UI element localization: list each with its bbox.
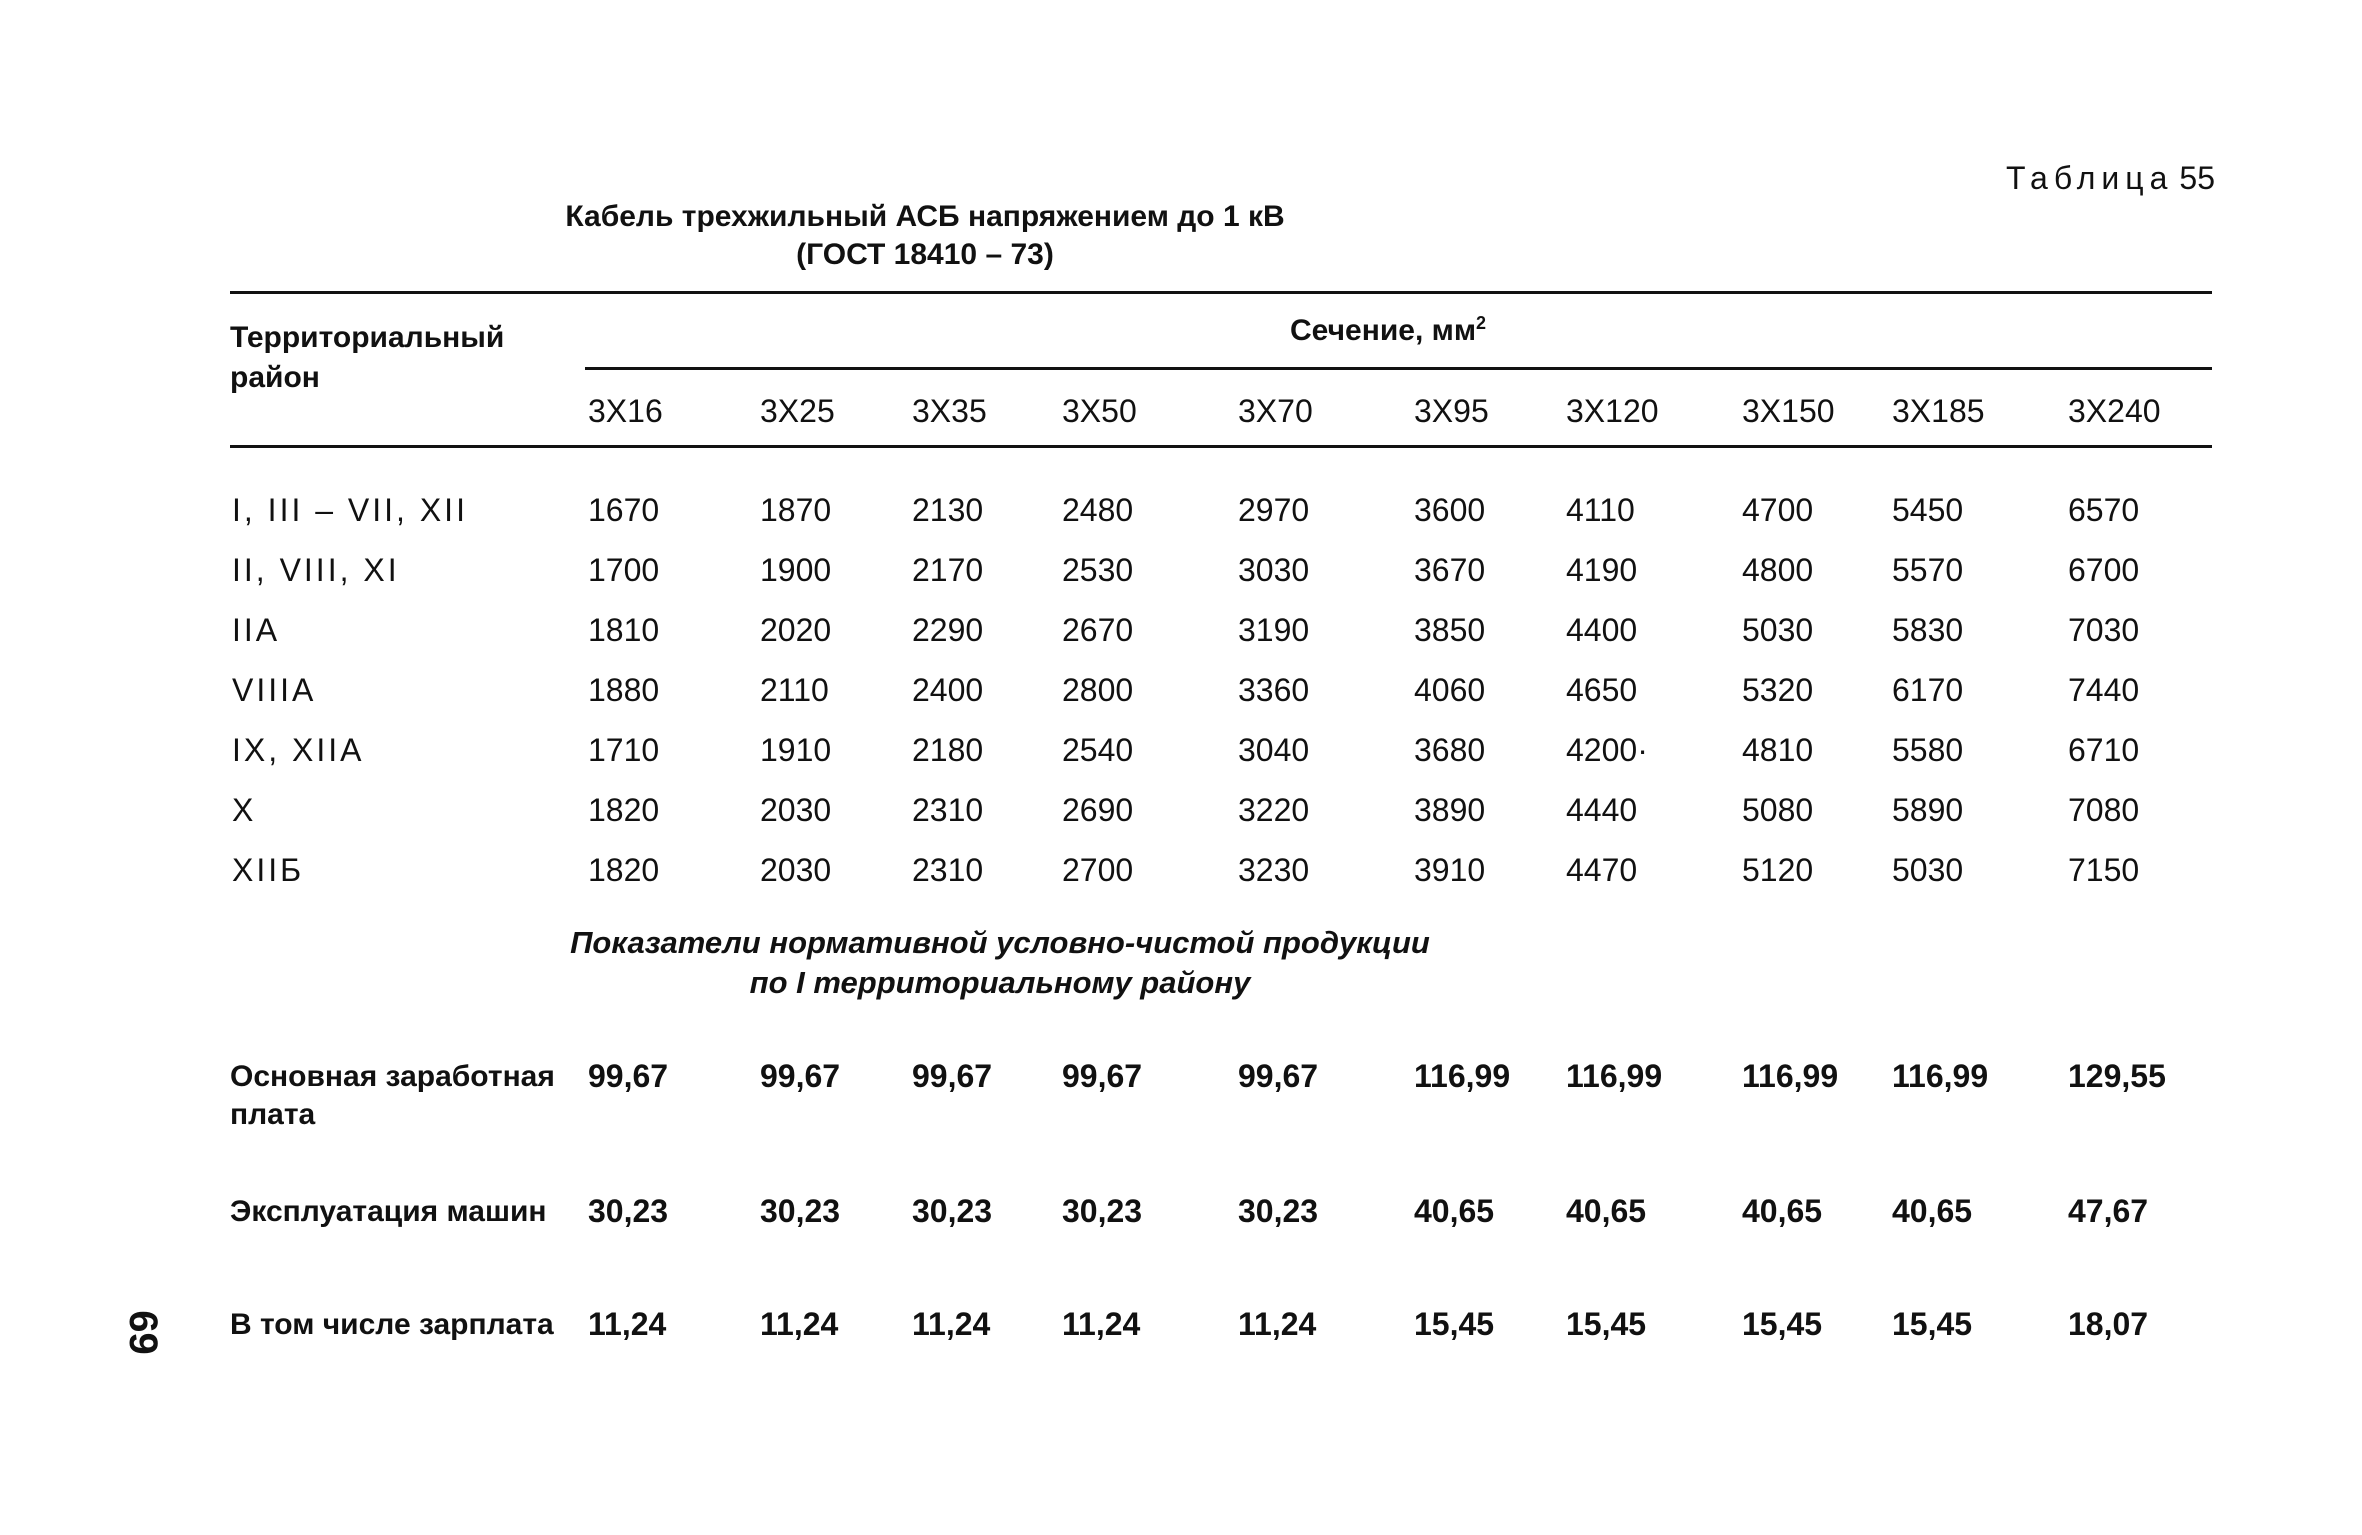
column-header: 3Х185: [1892, 393, 1985, 429]
table-cell: 4200·: [1566, 732, 1648, 768]
indicator-cell: 11,24: [912, 1306, 991, 1342]
table-cell: 5450: [1892, 492, 1964, 528]
table-cell: 4810: [1742, 732, 1814, 768]
column-header: 3Х70: [1238, 393, 1313, 429]
subtitle-line-1: Показатели нормативной условно-чистой продукции: [570, 925, 1430, 960]
indicator-cell: 15,45: [1414, 1306, 1495, 1342]
table-cell: 4440: [1566, 792, 1638, 828]
table-cell: 2110: [760, 672, 829, 708]
table-cell: 7080: [2068, 792, 2140, 828]
column-header: 3Х95: [1414, 393, 1489, 429]
table-cell: 2800: [1062, 672, 1134, 708]
header-district: Территориальный район: [230, 321, 505, 394]
table-cell: 3600: [1414, 492, 1486, 528]
table-cell: 3360: [1238, 672, 1310, 708]
table-cell: 2670: [1062, 612, 1134, 648]
table-cell: 5030: [1742, 612, 1814, 648]
table-cell: 2020: [760, 612, 832, 648]
table-rule-header: [585, 367, 2212, 370]
indicator-cell: 11,24: [1062, 1306, 1141, 1342]
table-cell: 4060: [1414, 672, 1486, 708]
indicator-cell: 47,67: [2068, 1193, 2149, 1229]
table-cell: 1900: [760, 552, 832, 588]
table-cell: 2030: [760, 852, 832, 888]
table-cell: 2290: [912, 612, 984, 648]
subtitle-line-2: по I территориальному району: [749, 965, 1251, 1000]
table-cell: 4110: [1566, 492, 1635, 528]
table-cell: 1820: [588, 852, 660, 888]
table-rule-top: [230, 291, 2212, 294]
indicator-cell: 116,99: [1566, 1058, 1663, 1094]
table-cell: 7030: [2068, 612, 2140, 648]
indicator-cell: 30,23: [1062, 1193, 1143, 1229]
table-cell: 6700: [2068, 552, 2140, 588]
table-cell: 3220: [1238, 792, 1310, 828]
row-label: VIIIA: [232, 672, 317, 708]
row-label: II, VIII, XI: [232, 552, 400, 588]
table-title-line-1: Кабель трехжильный АСБ напряжением до 1 кВ: [565, 200, 1285, 233]
table-cell: 4190: [1566, 552, 1638, 588]
table-cell: 2480: [1062, 492, 1134, 528]
indicator-cell: 40,65: [1742, 1193, 1823, 1229]
column-header: 3Х150: [1742, 393, 1835, 429]
indicator-cell: 99,67: [1062, 1058, 1143, 1094]
table-cell: 2030: [760, 792, 832, 828]
table-cell: 3230: [1238, 852, 1310, 888]
indicator-cell: 99,67: [588, 1058, 669, 1094]
table-cell: 5320: [1742, 672, 1814, 708]
indicator-cell: 30,23: [588, 1193, 669, 1229]
table-cell: 7150: [2068, 852, 2140, 888]
table-cell: 4470: [1566, 852, 1638, 888]
table-cell: 3850: [1414, 612, 1486, 648]
indicator-label: Эксплуатация машин: [230, 1195, 547, 1228]
row-label: I, III – VII, XII: [232, 492, 468, 528]
indicator-cell: 40,65: [1892, 1193, 1973, 1229]
indicator-cell: 116,99: [1892, 1058, 1989, 1094]
table-cell: 2180: [912, 732, 984, 768]
indicator-cell: 11,24: [760, 1306, 839, 1342]
table-cell: 1820: [588, 792, 660, 828]
column-header: 3Х16: [588, 393, 663, 429]
table-cell: 2310: [912, 852, 984, 888]
table-title-line-2: (ГОСТ 18410 – 73): [796, 238, 1054, 271]
column-header: 3Х50: [1062, 393, 1137, 429]
indicator-cell: 40,65: [1566, 1193, 1647, 1229]
header-section: Сечение, $мм^2$: [1290, 313, 1487, 347]
table-cell: 2970: [1238, 492, 1310, 528]
indicator-cell: 99,67: [912, 1058, 993, 1094]
table-cell: 3910: [1414, 852, 1486, 888]
indicator-cell: 99,67: [760, 1058, 841, 1094]
row-label: XIIБ: [232, 852, 305, 888]
table-cell: 2540: [1062, 732, 1134, 768]
table-cell: 5030: [1892, 852, 1964, 888]
page-number: 69: [120, 1310, 165, 1355]
column-header: 3Х25: [760, 393, 835, 429]
indicator-cell: 15,45: [1892, 1306, 1973, 1342]
table-cell: 5080: [1742, 792, 1814, 828]
indicator-cell: 30,23: [760, 1193, 841, 1229]
indicator-label: В том числе зарплата: [230, 1308, 554, 1341]
table-cell: 2170: [912, 552, 984, 588]
table-cell: 3030: [1238, 552, 1310, 588]
table-cell: 2690: [1062, 792, 1134, 828]
indicator-cell: 11,24: [1238, 1306, 1317, 1342]
indicator-cell: 30,23: [912, 1193, 993, 1229]
table-cell: 4700: [1742, 492, 1814, 528]
table-cell: 2530: [1062, 552, 1134, 588]
table-cell: 1910: [760, 732, 832, 768]
table-cell: 6710: [2068, 732, 2140, 768]
table-cell: 1880: [588, 672, 660, 708]
table-cell: 2130: [912, 492, 984, 528]
row-label: IX, XIIA: [232, 732, 365, 768]
table-cell: 3040: [1238, 732, 1310, 768]
indicator-cell: 11,24: [588, 1306, 667, 1342]
table-cell: 1710: [588, 732, 660, 768]
table-cell: 2700: [1062, 852, 1134, 888]
table-cell: 3890: [1414, 792, 1486, 828]
column-header: 3Х240: [2068, 393, 2161, 429]
table-cell: 6170: [1892, 672, 1964, 708]
table-cell: 5570: [1892, 552, 1964, 588]
table-cell: 7440: [2068, 672, 2140, 708]
indicator-cell: 116,99: [1414, 1058, 1511, 1094]
table-cell: 5890: [1892, 792, 1964, 828]
column-header: 3Х120: [1566, 393, 1659, 429]
table-cell: 2400: [912, 672, 984, 708]
table-cell: 1810: [588, 612, 660, 648]
table-cell: 5580: [1892, 732, 1964, 768]
table-cell: 6570: [2068, 492, 2140, 528]
table-cell: 1870: [760, 492, 832, 528]
row-label: X: [232, 792, 257, 828]
column-header: 3Х35: [912, 393, 987, 429]
table-cell: 5830: [1892, 612, 1964, 648]
table-cell: 4400: [1566, 612, 1638, 648]
indicator-label: Основная заработная плата: [230, 1060, 555, 1131]
indicator-cell: 15,45: [1742, 1306, 1823, 1342]
table-cell: 2310: [912, 792, 984, 828]
row-label: IIA: [232, 612, 281, 648]
indicator-cell: 116,99: [1742, 1058, 1839, 1094]
indicator-cell: 129,55: [2068, 1058, 2166, 1094]
table-cell: 1700: [588, 552, 660, 588]
table-cell: 3190: [1238, 612, 1310, 648]
indicator-cell: 18,07: [2068, 1306, 2149, 1342]
table-cell: 1670: [588, 492, 660, 528]
indicator-cell: 15,45: [1566, 1306, 1647, 1342]
indicator-cell: 40,65: [1414, 1193, 1495, 1229]
table-cell: 3680: [1414, 732, 1486, 768]
indicator-cell: 30,23: [1238, 1193, 1319, 1229]
table-cell: 4800: [1742, 552, 1814, 588]
table-cell: 3670: [1414, 552, 1486, 588]
table-label: Таблица 55: [2005, 160, 2215, 196]
table-rule-header-bottom: [230, 445, 2212, 448]
indicator-cell: 99,67: [1238, 1058, 1319, 1094]
table-cell: 4650: [1566, 672, 1638, 708]
table-cell: 5120: [1742, 852, 1814, 888]
